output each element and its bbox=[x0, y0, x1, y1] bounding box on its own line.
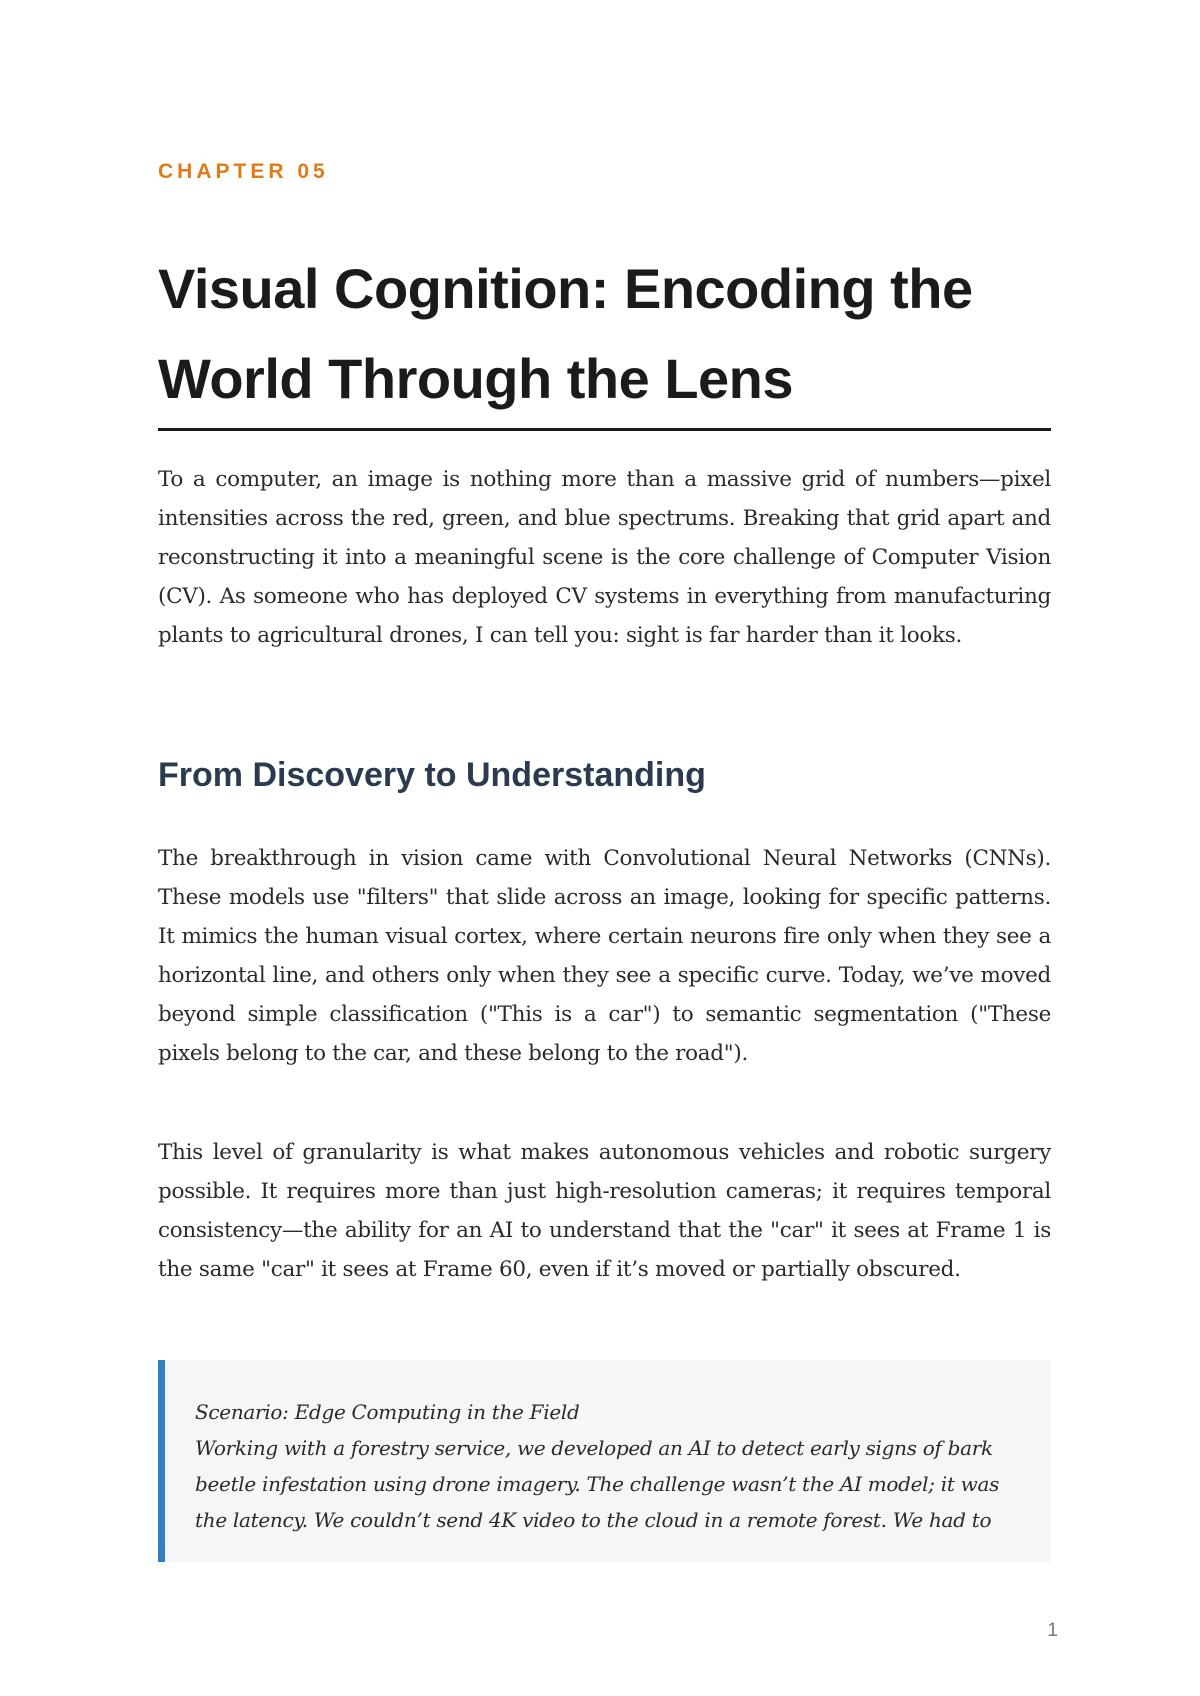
title-divider bbox=[158, 428, 1051, 431]
chapter-title: Visual Cognition: Encoding the World Through the Lens bbox=[158, 257, 973, 410]
section-heading: From Discovery to Understanding bbox=[158, 756, 706, 794]
callout-title: Scenario: Edge Computing in the Field bbox=[195, 1400, 580, 1424]
scenario-callout bbox=[158, 1360, 1051, 1562]
callout-content bbox=[195, 1394, 1027, 1538]
body-paragraph-2: This level of granularity is what makes autonomous vehicles and robotic surgery possible. It requires more than just high-resolution cameras; it requires temporal consistency—the ability for an AI to understand that the "car" it sees at Frame 1 is the same "car" it sees at Frame 60, even if it’s moved or partially obscured. bbox=[158, 1140, 1051, 1282]
page-number: 1 bbox=[1047, 1620, 1058, 1641]
chapter-label: CHAPTER 05 bbox=[158, 160, 329, 183]
body-paragraph-1: The breakthrough in vision came with Convolutional Neural Networks (CNNs). These models use "filters" that slide across an image, looking for specific patterns. It mimics the human visual cortex, where certain neurons fire only when they see a horizontal line, and others only when they see a specific curve. Today, we’ve moved beyond simple classification ("This is a car") to semantic segmentation ("These pixels belong to the car, and these belong to the road"). bbox=[158, 846, 1051, 1066]
intro-paragraph: To a computer, an image is nothing more than a massive grid of numbers—pixel intensities across the red, green, and blue spectrums. Breaking that grid apart and reconstructing it into a meaningful scene is the core challenge of Computer Vision (CV). As someone who has deployed CV systems in everything from manufacturing plants to agricultural drones, I can tell you: sight is far harder than it looks. bbox=[158, 467, 1051, 648]
callout-body: Working with a forestry service, we developed an AI to detect early signs of bark beetle infestation using drone imagery. The challenge wasn’t the AI model; it was the latency. We couldn’t send 4K video to the cloud in a remote forest. We had to bbox=[195, 1436, 1000, 1532]
